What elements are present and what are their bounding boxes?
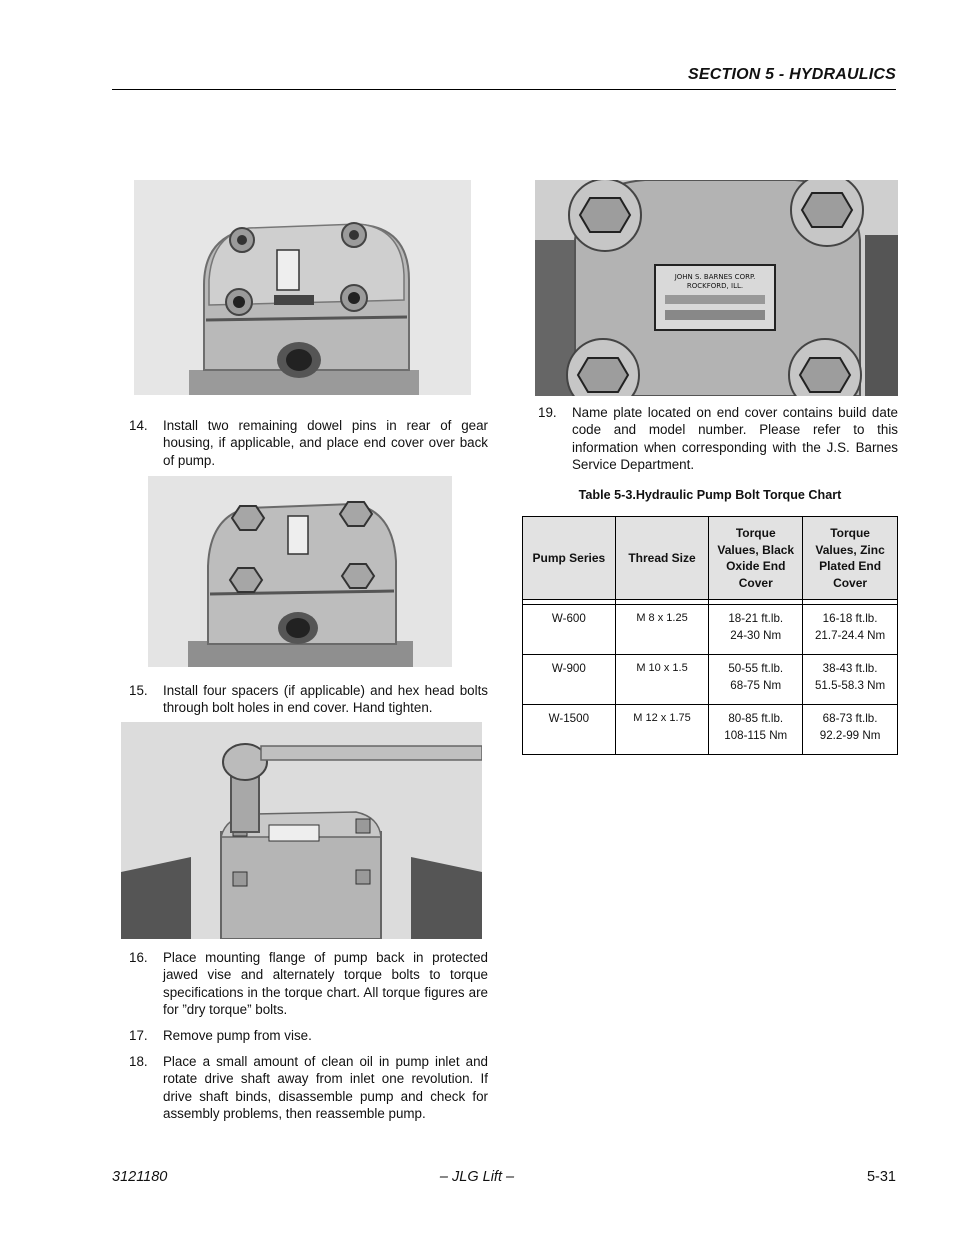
nameplate-line-1: JOHN S. BARNES CORP. xyxy=(674,273,756,281)
nameplate-photo xyxy=(535,180,898,396)
step-number: 15. xyxy=(129,683,148,698)
cell-zinc xyxy=(803,605,898,655)
cell-zinc xyxy=(803,705,898,755)
cell-zinc-ftlb: 38-43 ft.lb. xyxy=(822,662,878,675)
pump-photo-dowel-pins xyxy=(134,180,471,395)
header-black-oxide xyxy=(709,517,803,600)
step-16 xyxy=(129,949,488,1021)
cell-thread: M 12 x 1.75 xyxy=(615,705,709,755)
header-zinc-plated xyxy=(803,517,898,600)
cell-zinc-ftlb: 68-73 ft.lb. xyxy=(822,712,878,725)
step-14 xyxy=(129,417,488,471)
table-header-row xyxy=(523,517,898,600)
step-number: 16. xyxy=(129,950,148,965)
footer-doc-number: 3121180 xyxy=(112,1169,168,1185)
table-row xyxy=(523,705,898,755)
cell-black xyxy=(709,605,803,655)
cell-series: W-1500 xyxy=(523,705,616,755)
step-18 xyxy=(129,1053,488,1125)
section-title: SECTION 5 - HYDRAULICS xyxy=(688,66,896,83)
step-text: Place a small amount of clean oil in pump inlet and rotate drive shaft away from inlet one revolution. If drive shaft binds, disassemble pump and check for assembly problems, then reassemble pump. xyxy=(163,1054,488,1122)
header-rule xyxy=(112,89,896,90)
cell-black-ftlb: 18-21 ft.lb. xyxy=(728,612,784,625)
cell-black-ftlb: 80-85 ft.lb. xyxy=(728,712,784,725)
step-text: Name plate located on end cover contains build date code and model number. Please refer to this information when corresponding with the J.S. Barnes Service Department. xyxy=(572,405,898,473)
cell-thread: M 10 x 1.5 xyxy=(615,655,709,705)
cell-zinc-nm: 92.2-99 Nm xyxy=(819,729,881,742)
table-row xyxy=(523,605,898,655)
table-row xyxy=(523,655,898,705)
step-number: 18. xyxy=(129,1054,148,1069)
cell-zinc xyxy=(803,655,898,705)
step-19 xyxy=(538,404,898,476)
step-text: Install two remaining dowel pins in rear of gear housing, if applicable, and place end cover over back of pump. xyxy=(163,418,488,468)
footer-center: – JLG Lift – xyxy=(439,1169,515,1185)
cell-black-nm: 108-115 Nm xyxy=(724,729,788,742)
pump-photo-hex-bolts xyxy=(148,476,452,667)
step-number: 14. xyxy=(129,418,148,433)
cell-series: W-600 xyxy=(523,605,616,655)
step-17 xyxy=(129,1027,488,1045)
header-black-oxide-text: Torque Values, Black Oxide End Cover xyxy=(717,526,795,590)
cell-black xyxy=(709,705,803,755)
cell-zinc-ftlb: 16-18 ft.lb. xyxy=(822,612,878,625)
pump-photo-torque-wrench xyxy=(121,722,482,939)
cell-zinc-nm: 51.5-58.3 Nm xyxy=(814,679,886,692)
table-caption: Table 5-3.Hydraulic Pump Bolt Torque Chart xyxy=(578,488,842,502)
cell-black-ftlb: 50-55 ft.lb. xyxy=(728,662,784,675)
header-thread-size: Thread Size xyxy=(615,517,709,600)
step-15 xyxy=(129,682,488,718)
cell-series: W-900 xyxy=(523,655,616,705)
cell-black-nm: 68-75 Nm xyxy=(730,679,782,692)
step-text: Place mounting flange of pump back in protected jawed vise and alternately torque bolts to torque specifications in the torque chart. All torque figures are for ”dry torque” bolts. xyxy=(163,950,488,1018)
step-text: Install four spacers (if applicable) and hex head bolts through bolt holes in end cover. Hand tighten. xyxy=(163,683,488,716)
torque-table xyxy=(522,516,898,755)
step-number: 19. xyxy=(538,405,557,420)
cell-thread: M 8 x 1.25 xyxy=(615,605,709,655)
nameplate-line-2: ROCKFORD, ILL. xyxy=(686,282,744,290)
cell-zinc-nm: 21.7-24.4 Nm xyxy=(814,629,886,642)
step-number: 17. xyxy=(129,1028,148,1043)
header-zinc-plated-text: Torque Values, Zinc Plated End Cover xyxy=(815,526,885,590)
header-pump-series: Pump Series xyxy=(523,517,616,600)
footer-page-number: 5-31 xyxy=(866,1169,896,1185)
cell-black-nm: 24-30 Nm xyxy=(730,629,782,642)
step-text: Remove pump from vise. xyxy=(163,1028,312,1043)
cell-black xyxy=(709,655,803,705)
